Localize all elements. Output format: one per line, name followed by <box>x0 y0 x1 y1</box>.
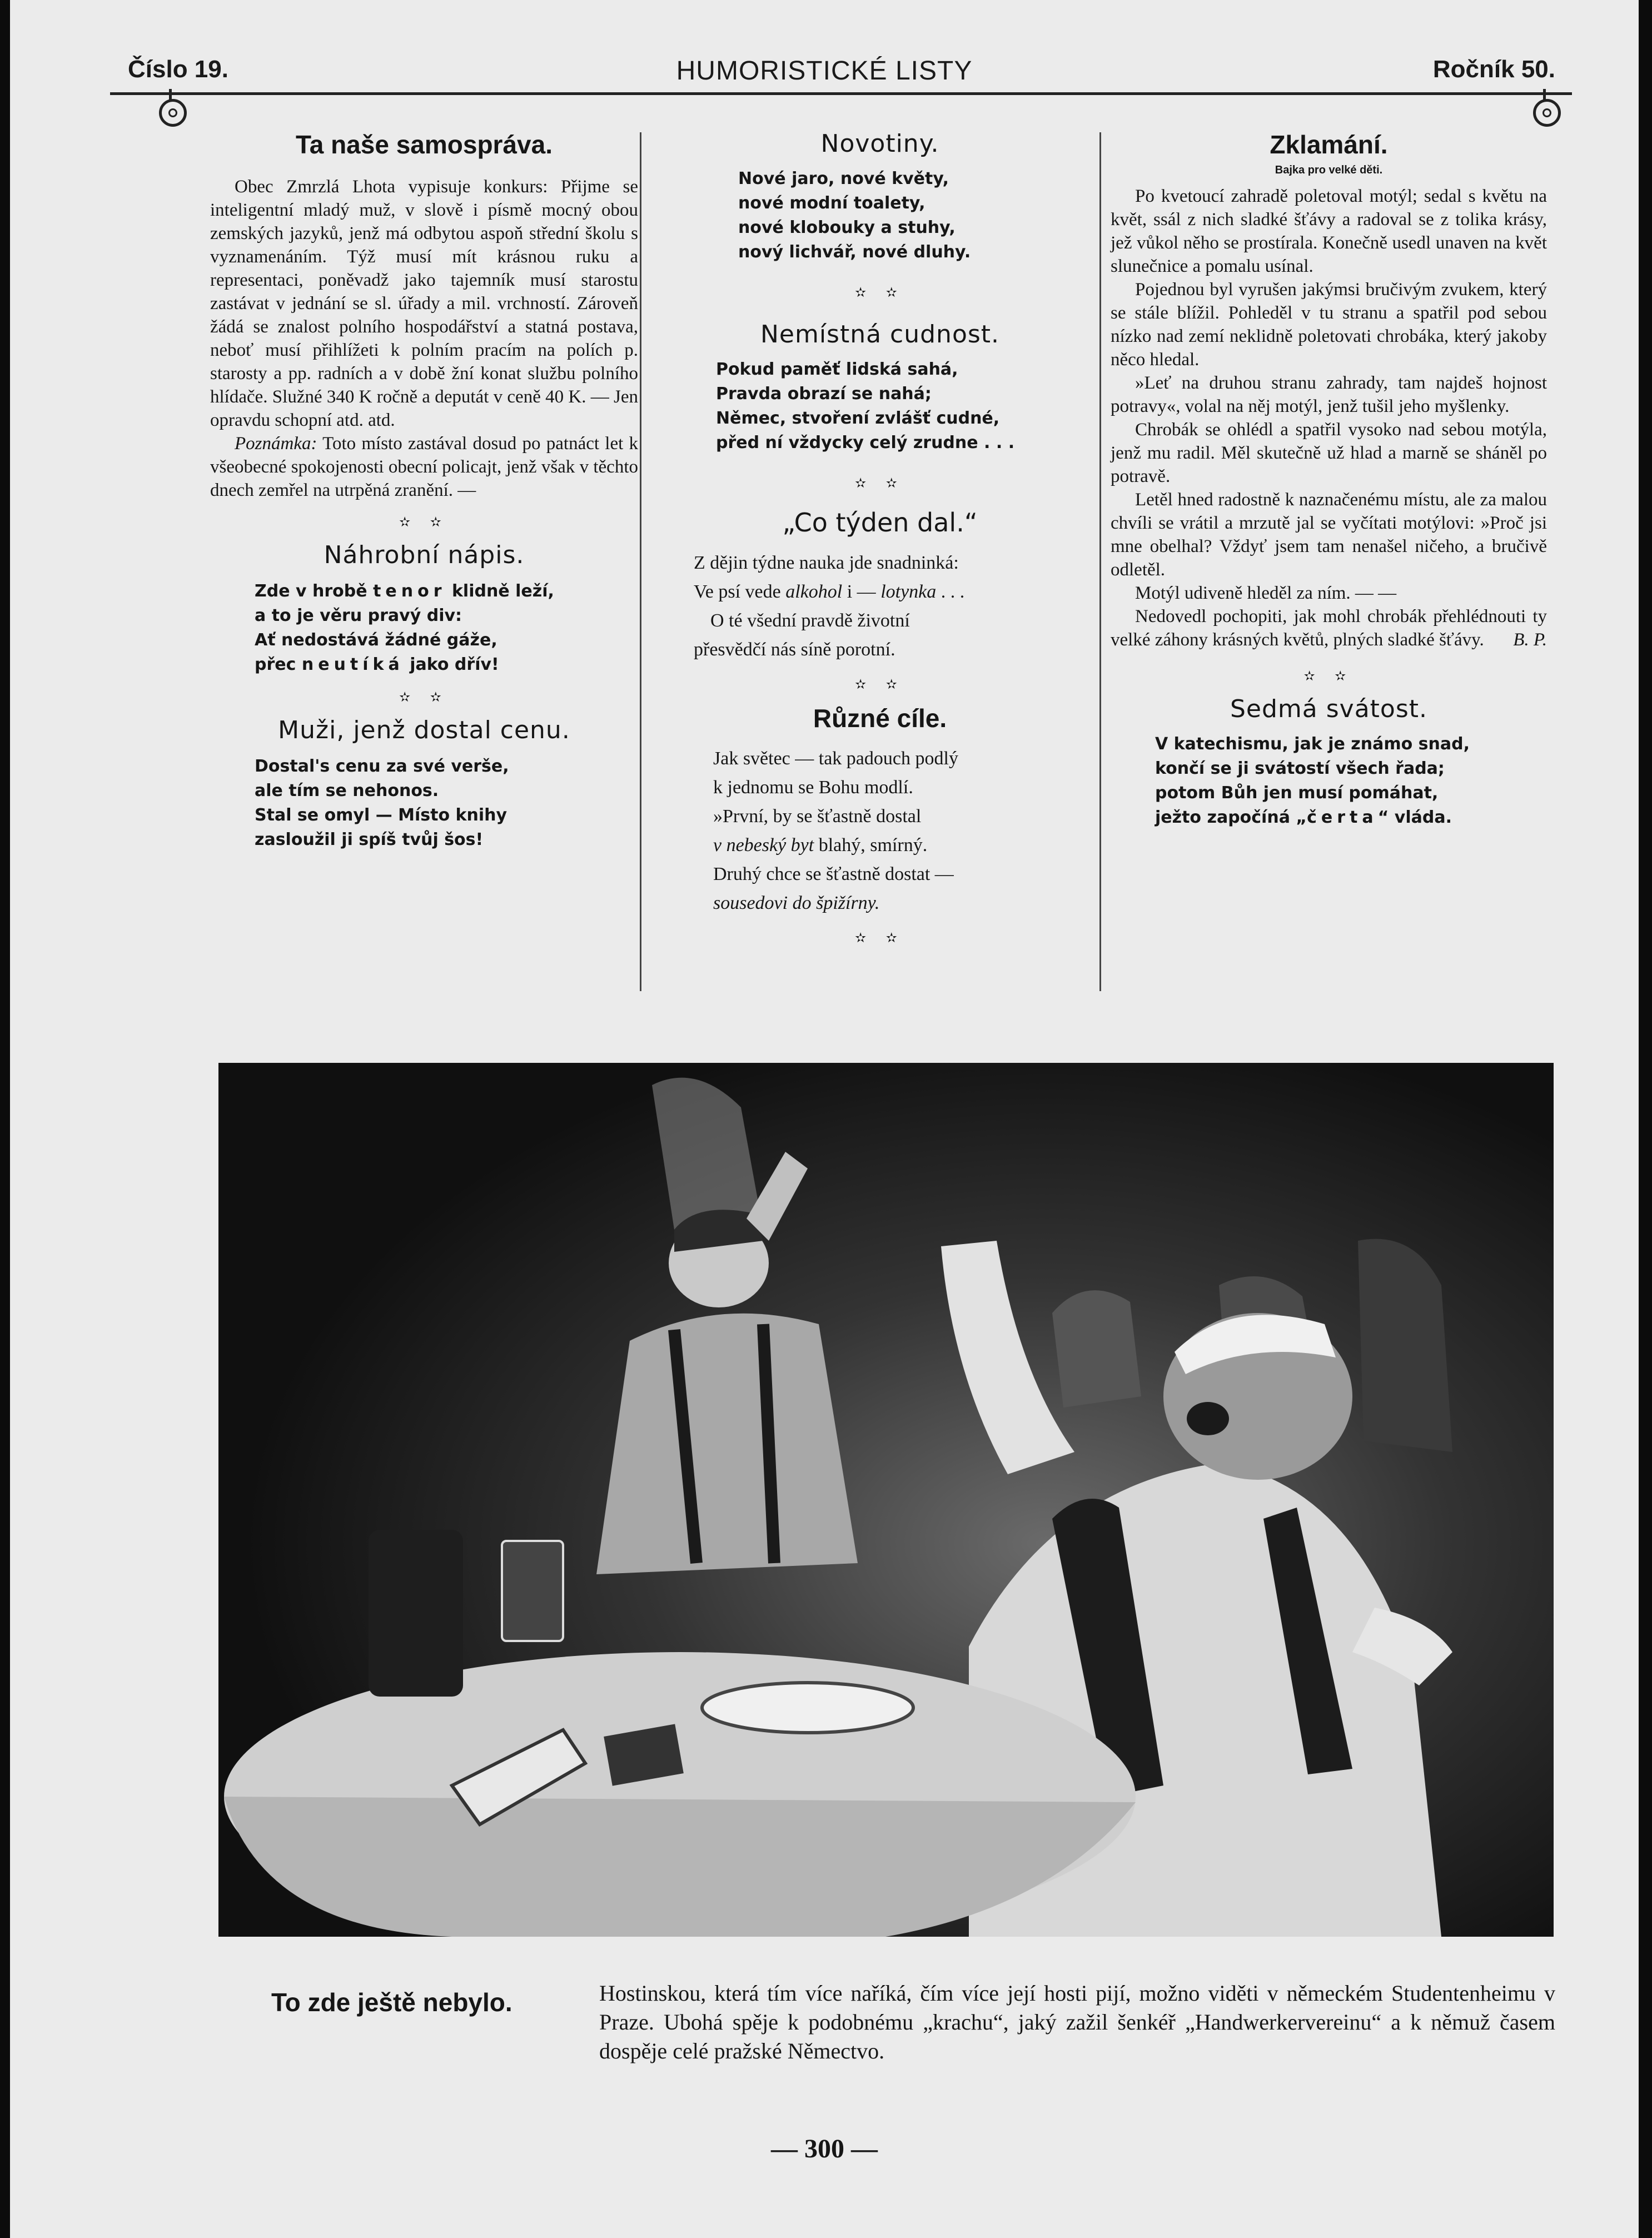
poem-line <box>1155 805 1547 830</box>
poem-line: V katechismu, jak je známo snad, <box>1155 734 1470 754</box>
publication-title: HUMORISTICKÉ LISTY <box>676 56 973 86</box>
caption-text: Hostinskou, která tím více naříká, čím více její hosti pijí, možno viděti v německém Studentenheimu v Praze. Ubohá spěje k podobnému „krachu“, jaký zažil šenkéř „Handwerkervereinu“ a k němuž časem dospěje celé pražské Němectvo. <box>599 1981 1555 2063</box>
poem-line: sousedovi do špižírny. <box>713 893 880 913</box>
poem <box>210 579 638 677</box>
poem-line: Stal se omyl — Místo knihy <box>255 805 507 825</box>
article-title: „Co týden dal.“ <box>782 508 978 538</box>
column-3 <box>1111 125 1547 830</box>
caption-title: To zde ještě nebylo. <box>271 1988 512 2017</box>
poem-line: O té všední pravdě životní <box>710 610 910 631</box>
poem-line: nové klobouky a stuhy, <box>738 218 956 237</box>
poem-line: končí se ji svátostí všech řada; <box>1155 759 1445 778</box>
poem-fragment: . . . <box>941 581 965 602</box>
poem-italic: v nebeský byt <box>713 835 814 856</box>
wine-bottle <box>369 1530 463 1697</box>
page-number: — 300 — <box>771 2134 878 2164</box>
poem-line: nové modní toalety, <box>738 193 925 213</box>
article-paragraph: Po kvetoucí zahradě poletoval motýl; sedal s květu na květ, ssál z nich sladké šťávy a radoval se z tolika krásy, jež vůkol něho se prostírala. Konečně usedl unaven na květ slunečnice a pomalu usínal. <box>1111 186 1547 276</box>
column-2 <box>685 125 1074 957</box>
column-1 <box>210 125 638 852</box>
poem-line: »První, by se šťastně dostal <box>713 806 922 827</box>
poem-line: přesvědčí nás síně porotní. <box>694 639 895 660</box>
poem-line: Ať nedostává žádné gáže, <box>255 630 497 650</box>
poem-line: Nové jaro, nové květy, <box>738 169 949 188</box>
section-separator-stars-icon: ✫ ✫ <box>399 514 449 530</box>
drinker-torso <box>596 1314 858 1574</box>
background-figure <box>1052 1290 1141 1408</box>
poem-line: ale tím se nehonos. <box>255 781 439 800</box>
poem-fragment: ježto započíná „ <box>1155 808 1307 827</box>
section-separator-stars-icon: ✫ ✫ <box>855 285 905 300</box>
section-separator-stars-icon: ✫ ✫ <box>855 677 905 692</box>
poem-line: před ní vždycky celý zrudne . . . <box>716 433 1015 452</box>
poem-line: zasloužil ji spíš tvůj šos! <box>255 830 484 849</box>
poem-line: a to je věru pravý div: <box>255 606 462 625</box>
poem <box>210 754 638 852</box>
article-title: Novotiny. <box>820 130 939 158</box>
section-separator-stars-icon: ✫ ✫ <box>1303 668 1354 684</box>
poem-spaced-word: čerta <box>1307 808 1378 827</box>
poem-italic: lotynka <box>880 581 937 602</box>
header-rule <box>110 92 1572 95</box>
column-divider <box>640 132 641 991</box>
poem-line: Pokud paměť lidská sahá, <box>716 360 958 379</box>
section-separator-stars-icon: ✫ ✫ <box>855 930 905 946</box>
poem-line <box>713 831 1074 860</box>
article-title: Nemístná cudnost. <box>760 320 1000 349</box>
poem <box>685 549 1074 664</box>
section-separator-stars-icon: ✫ ✫ <box>855 475 905 491</box>
poem-spaced-word: neutíká <box>301 655 404 674</box>
poem-italic: alkohol <box>785 581 843 602</box>
poem-line: Z dějin týdne nauka jde snadninká: <box>694 553 959 573</box>
article-paragraph: »Leť na druhou stranu zahrady, tam najdeš hojnost potravy«, volal na něj motýl, jenž tušil jeho myšlenky. <box>1111 373 1547 416</box>
poem-fragment: Ve psí vede <box>694 581 781 602</box>
note-label: Poznámka: <box>235 434 317 454</box>
poem-fragment: klidně leží, <box>451 581 554 601</box>
article-paragraph: Chrobák se ohlédl a spatřil vysoko nad sebou motýla, jenž mu radil. Měl skutečně už hlad a marně se sháněl po potravě. <box>1111 420 1547 486</box>
newspaper-page <box>10 0 1639 2238</box>
poem-fragment: i — <box>847 581 876 602</box>
tavern-drawing <box>218 1063 1554 1937</box>
section-separator-stars-icon: ✫ ✫ <box>399 689 449 705</box>
poem <box>685 744 1074 918</box>
poem-fragment: přec <box>255 655 296 674</box>
poem-fragment: jako dřív! <box>410 655 499 674</box>
article-body: Obec Zmrzlá Lhota vypisuje konkurs: Přijme se inteligentní mladý muž, v slově i písmě mocný obou zemských jazyků, jenž má odbytou aspoň střední školu s vyznamenáním. Týž musí mít krásnou ruku a representaci, poněvadž jako tajemník musí starostu zastávat v jednání se sl. úřady a mil. vrchností. Zároveň žádá se znalost polního hospodářství a statná postava, neboť musí přihlížeti k polním pracím na polích p. starosty a pp. radních a v době žní konat službu polního hlídače. Služné 340 K ročně a deputát v ceně 40 K. — Jen opravdu schopní atd. atd. <box>210 177 638 430</box>
poem-spaced-word: tenor <box>373 581 446 601</box>
beer-glass <box>502 1541 563 1641</box>
column-divider <box>1099 132 1101 991</box>
article-paragraph: Pojednou byl vyrušen jakýmsi bručivým zvukem, který se stále blížil. Pohleděl v tu stranu a spatřil pod sebou nízko nad zemí neklidně poletovati chrobáka, který jakoby něco hledal. <box>1111 280 1547 370</box>
article-title: Muži, jenž dostal cenu. <box>278 716 570 744</box>
poem-line: Pravda obrazí se nahá; <box>716 384 932 404</box>
article-paragraph: Letěl hned radostně k naznačenému místu, ale za malou chvíli se vrátil a mrzutě jal se vyčítati motýlovi: »Proč jsi mne obelhal? Vždyť jsem tam nenašel ničeho, a bručivě odletěl. <box>1111 490 1547 580</box>
poem-line: Jak světec — tak padouch podlý <box>713 748 958 769</box>
poem <box>685 357 1074 455</box>
article-title: Náhrobní nápis. <box>324 541 525 569</box>
ring-ornament-right-icon <box>1533 99 1561 127</box>
article-title: Ta naše samospráva. <box>296 130 553 159</box>
poem-line <box>255 653 638 677</box>
poem <box>1111 732 1547 830</box>
article-subtitle: Bajka pro velké děti. <box>1275 164 1383 176</box>
issue-number: Číslo 19. <box>128 56 228 83</box>
tavern-illustration <box>218 1063 1554 1937</box>
poem-line: Druhý chce se šťastně dostat — <box>713 864 954 884</box>
poem-fragment: blahý, smírný. <box>818 835 928 856</box>
poem-fragment: Zde v hrobě <box>255 581 367 601</box>
poem-line: Dostal's cenu za své verše, <box>255 757 509 776</box>
note-text: Toto místo zastával dosud po patnáct let k všeobecné spokojenosti obecní policajt, jenž však v těchto dnech zemřel na utrpěná zranění. — <box>210 434 638 500</box>
poem <box>685 167 1074 265</box>
paragraph-text: Nedovedl pochopiti, jak mohl chrobák přehlédnouti ty velké záhony krásných květů, plných sladké šťávy. <box>1111 606 1547 650</box>
article-title: Zklamání. <box>1270 130 1388 159</box>
article-note <box>210 432 638 502</box>
article-paragraph <box>1111 605 1547 651</box>
article-title: Různé cíle. <box>813 704 947 733</box>
article-paragraph: Motýl udiveně hleděl za ním. — — <box>1135 583 1397 603</box>
poem-line <box>255 579 638 604</box>
poem-line: k jednomu se Bohu modlí. <box>713 777 913 798</box>
poem-fragment: “ vláda. <box>1377 808 1452 827</box>
poem-line: potom Bůh jen musí pomáhat, <box>1155 783 1439 803</box>
open-mouth <box>1187 1402 1229 1435</box>
poem-line: Němec, stvoření zvlášť cudné, <box>716 409 1000 428</box>
poem-line <box>694 578 1074 606</box>
plate <box>702 1683 913 1733</box>
poem-line: nový lichvář, nové dluhy. <box>738 242 971 262</box>
article-title: Sedmá svátost. <box>1230 695 1427 723</box>
author-signature: B. P. <box>1513 630 1547 650</box>
ring-ornament-left-icon <box>159 99 187 127</box>
volume-number: Ročník 50. <box>1432 56 1555 83</box>
